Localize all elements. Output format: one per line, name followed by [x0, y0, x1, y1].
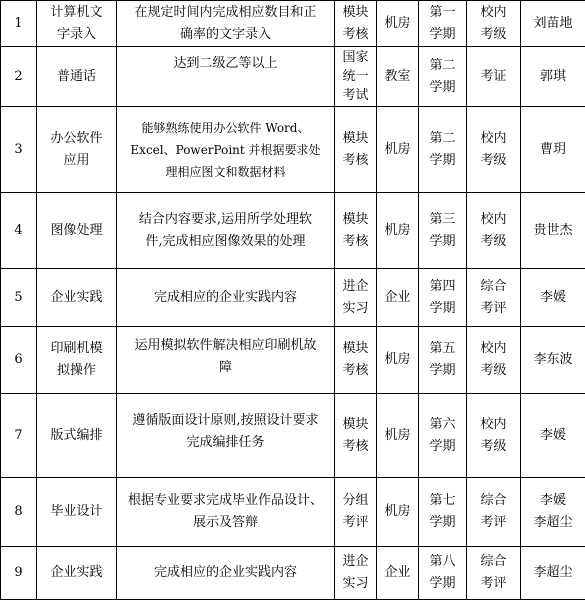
method-cell: 分组 考评	[335, 478, 377, 547]
course-name-cell: 图像处理	[37, 193, 117, 269]
method-cell: 模块 考核	[335, 1, 377, 47]
course-name-cell: 企业实践	[37, 547, 117, 600]
place-cell: 机房	[377, 193, 419, 269]
course-name-cell: 印刷机模 拟操作	[37, 327, 117, 394]
place-cell: 机房	[377, 107, 419, 193]
table-row	[1, 547, 585, 600]
requirement-cell: 完成相应的企业实践内容	[117, 269, 335, 327]
course-name-cell: 计算机文 字录入	[37, 1, 117, 47]
requirement-cell: 运用模拟软件解决相应印刷机故 障	[117, 327, 335, 394]
row-number-cell: 8	[1, 478, 37, 547]
term-cell: 第三 学期	[419, 193, 467, 269]
row-number-cell: 3	[1, 107, 37, 193]
table-row	[1, 269, 585, 327]
assessment-cell: 综合 考评	[467, 269, 521, 327]
table-row	[1, 107, 585, 193]
term-cell: 第一 学期	[419, 1, 467, 47]
place-cell: 企业	[377, 269, 419, 327]
requirement-cell: 在规定时间内完成相应数目和正 确率的文字录入	[117, 1, 335, 47]
assessment-cell: 校内 考级	[467, 394, 521, 478]
teacher-cell: 李媛 李超尘	[521, 478, 585, 547]
requirement-cell: 结合内容要求,运用所学处理软 件,完成相应图像效果的处理	[117, 193, 335, 269]
assessment-cell: 校内 考级	[467, 327, 521, 394]
term-cell: 第四 学期	[419, 269, 467, 327]
teacher-cell: 李东波	[521, 327, 585, 394]
method-cell: 进企 实习	[335, 547, 377, 600]
course-name-cell: 毕业设计	[37, 478, 117, 547]
teacher-cell: 李超尘	[521, 547, 585, 600]
row-number-cell: 6	[1, 327, 37, 394]
table-row	[1, 193, 585, 269]
teacher-cell: 郭琪	[521, 47, 585, 107]
term-cell: 第二 学期	[419, 47, 467, 107]
row-number-cell: 2	[1, 47, 37, 107]
row-number-cell: 1	[1, 1, 37, 47]
method-cell: 模块 考核	[335, 193, 377, 269]
course-name-cell: 普通话	[37, 47, 117, 107]
teacher-cell: 曹玥	[521, 107, 585, 193]
method-cell: 国家 统一 考试	[335, 47, 377, 107]
place-cell: 机房	[377, 327, 419, 394]
teacher-cell: 李媛	[521, 269, 585, 327]
table-row	[1, 1, 585, 47]
course-name-cell: 版式编排	[37, 394, 117, 478]
assessment-cell: 校内 考级	[467, 107, 521, 193]
teacher-cell: 刘苗地	[521, 1, 585, 47]
course-name-cell: 办公软件 应用	[37, 107, 117, 193]
requirement-cell: 能够熟练使用办公软件 Word、 Excel、PowerPoint 并根据要求处 理相应图文和数据材料	[117, 107, 335, 193]
assessment-cell: 考证	[467, 47, 521, 107]
requirement-cell: 根据专业要求完成毕业作品设计、 展示及答辩	[117, 478, 335, 547]
table-row	[1, 394, 585, 478]
assessment-cell: 综合 考评	[467, 547, 521, 600]
table-row	[1, 478, 585, 547]
method-cell: 模块 考核	[335, 107, 377, 193]
place-cell: 机房	[377, 1, 419, 47]
term-cell: 第六 学期	[419, 394, 467, 478]
method-cell: 进企 实习	[335, 269, 377, 327]
row-number-cell: 5	[1, 269, 37, 327]
table-row	[1, 47, 585, 107]
assessment-cell: 综合 考评	[467, 478, 521, 547]
method-cell: 模块 考核	[335, 327, 377, 394]
assessment-cell: 校内 考级	[467, 193, 521, 269]
place-cell: 机房	[377, 394, 419, 478]
place-cell: 教室	[377, 47, 419, 107]
requirement-cell: 完成相应的企业实践内容	[117, 547, 335, 600]
term-cell: 第五 学期	[419, 327, 467, 394]
table-row	[1, 327, 585, 394]
row-number-cell: 7	[1, 394, 37, 478]
place-cell: 企业	[377, 547, 419, 600]
course-name-cell: 企业实践	[37, 269, 117, 327]
requirement-cell: 达到二级乙等以上	[117, 47, 335, 107]
place-cell: 机房	[377, 478, 419, 547]
method-cell: 模块 考核	[335, 394, 377, 478]
assessment-cell: 校内 考级	[467, 1, 521, 47]
row-number-cell: 4	[1, 193, 37, 269]
teacher-cell: 贵世杰	[521, 193, 585, 269]
term-cell: 第七 学期	[419, 478, 467, 547]
term-cell: 第八 学期	[419, 547, 467, 600]
term-cell: 第二 学期	[419, 107, 467, 193]
row-number-cell: 9	[1, 547, 37, 600]
requirement-cell: 遵循版面设计原则,按照设计要求 完成编排任务	[117, 394, 335, 478]
teacher-cell: 李媛	[521, 394, 585, 478]
